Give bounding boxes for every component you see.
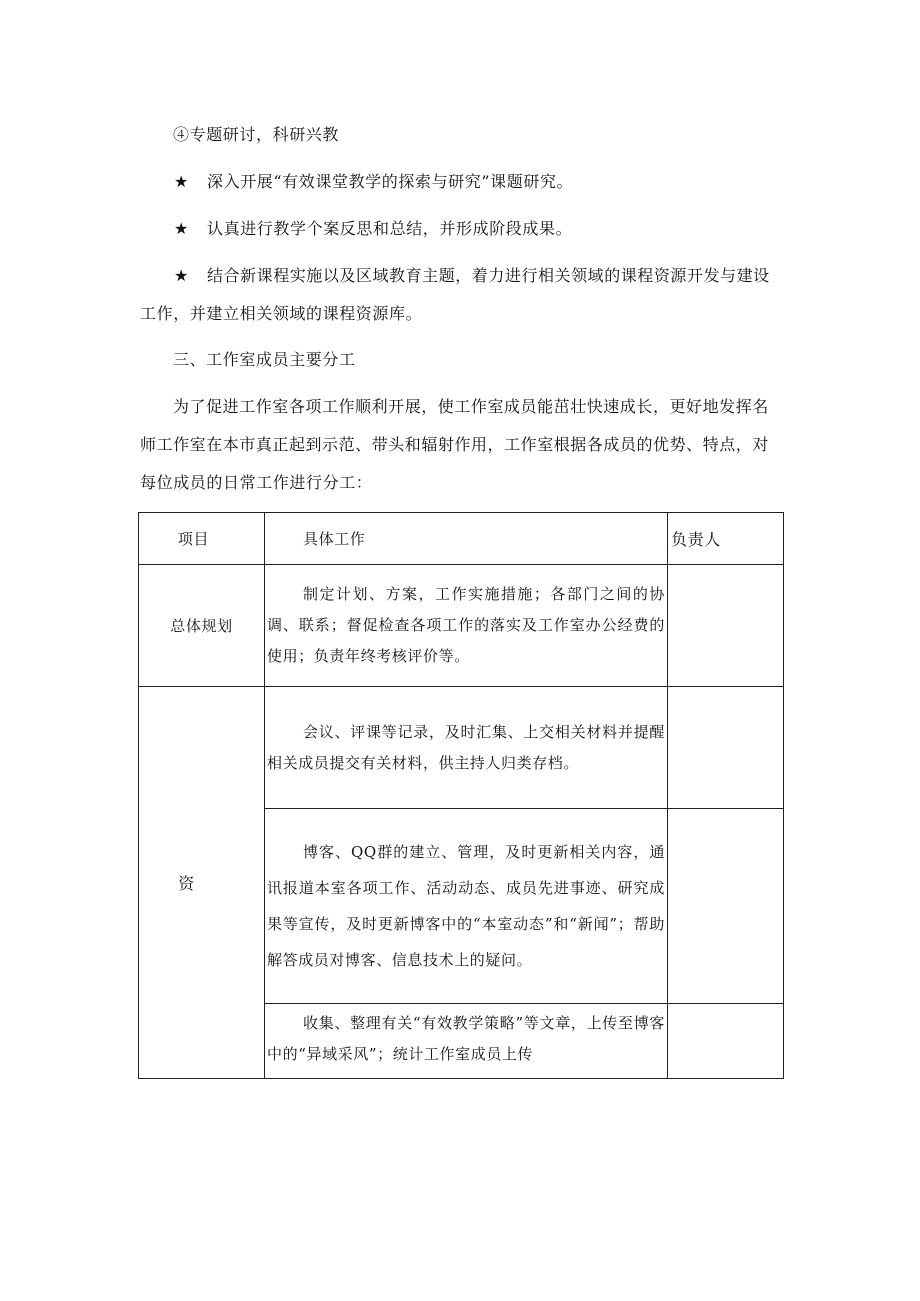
work-cell	[265, 687, 668, 809]
bullet-item-1: 深入开展“有效课堂教学的探索与研究”课题研究。	[207, 172, 574, 191]
header-owner: 负责人	[668, 513, 784, 565]
header-item: 项目	[139, 513, 265, 565]
intro-line-1: 为了促进工作室各项工作顺利开展，使工作室成员能茁壮快速成长，更好地发挥名	[173, 397, 769, 416]
owner-cell	[668, 1004, 784, 1079]
intro-line-3: 每位成员的日常工作进行分工：	[140, 473, 373, 492]
table-header-row	[139, 513, 784, 565]
work-cell	[265, 565, 668, 687]
subheading-research: ④专题研讨，科研兴教	[173, 125, 340, 144]
star-bullet-icon: ★	[174, 219, 189, 238]
division-table	[138, 512, 784, 1079]
owner-cell	[668, 687, 784, 809]
owner-cell	[668, 809, 784, 1004]
item-cell-merged: 资	[139, 687, 265, 1079]
work-text: 收集、整理有关“有效教学策略”等文章，上传至博客中的“异域采风”；统计工作室成员上传	[267, 1014, 665, 1063]
work-cell	[265, 1004, 668, 1079]
section-title: 三、工作室成员主要分工	[173, 350, 356, 369]
work-text: 博客、QQ群的建立、管理，及时更新相关内容，通讯报道本室各项工作、活动动态、成员先进事迹、研究成果等宣传，及时更新博客中的“本室动态”和“新闻”；帮助解答成员对博客、信息技术上的疑问。	[267, 843, 665, 969]
table-row	[139, 687, 784, 809]
work-text: 制定计划、方案，工作实施措施；各部门之间的协调、联系；督促检查各项工作的落实及工作室办公经费的使用；负责年终考核评价等。	[267, 585, 665, 665]
work-text: 会议、评课等记录，及时汇集、上交相关材料并提醒相关成员提交有关材料，供主持人归类存档。	[267, 722, 665, 772]
bullet-item-3-line1: 结合新课程实施以及区域教育主题，着力进行相关领域的课程资源开发与建设	[207, 266, 770, 285]
table-row	[139, 565, 784, 687]
owner-cell	[668, 565, 784, 687]
star-bullet-icon: ★	[174, 266, 189, 285]
star-bullet-icon: ★	[174, 172, 189, 191]
item-cell: 总体规划	[139, 565, 265, 687]
work-cell	[265, 809, 668, 1004]
header-work: 具体工作	[265, 513, 668, 565]
bullet-item-3-line2: 工作，并建立相关领域的课程资源库。	[140, 304, 423, 323]
bullet-item-2: 认真进行教学个案反思和总结，并形成阶段成果。	[207, 219, 573, 238]
intro-line-2: 师工作室在本市真正起到示范、带头和辐射作用，工作室根据各成员的优势、特点，对	[140, 435, 769, 454]
